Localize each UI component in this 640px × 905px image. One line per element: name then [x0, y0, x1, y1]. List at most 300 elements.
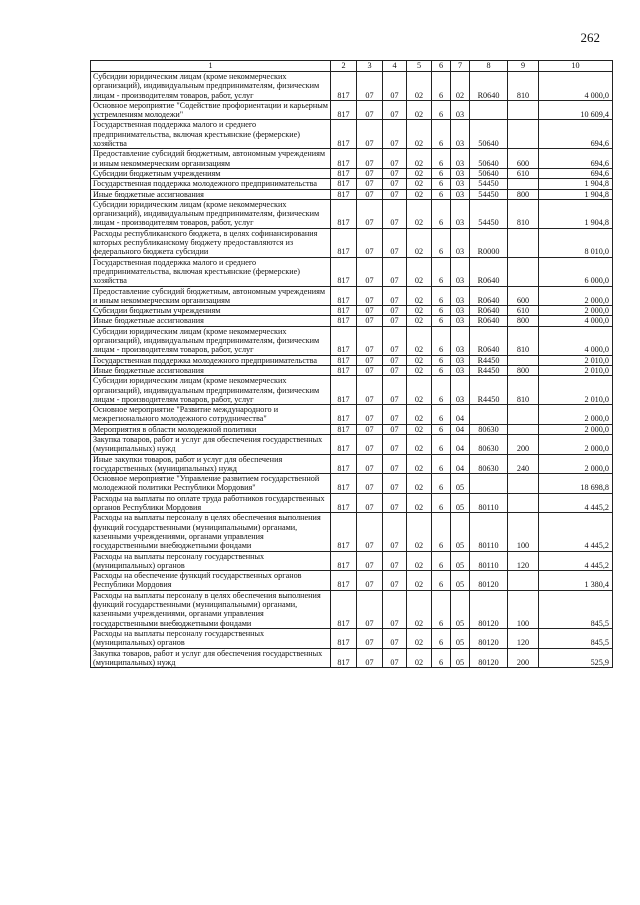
cell-amount: 694,6	[539, 120, 613, 149]
cell-direction-code: R0640	[470, 257, 508, 286]
cell-admin-code: 817	[331, 590, 357, 628]
cell-amount: 694,6	[539, 168, 613, 178]
cell-event-code: 03	[451, 199, 470, 228]
cell-expense-type-code: 810	[508, 376, 539, 405]
cell-direction-code: R0640	[470, 326, 508, 355]
cell-subprogram-code: 6	[432, 590, 451, 628]
cell-admin-code: 817	[331, 199, 357, 228]
cell-admin-code: 817	[331, 326, 357, 355]
cell-amount: 4 000,0	[539, 326, 613, 355]
cell-amount: 2 000,0	[539, 434, 613, 454]
cell-subprogram-code: 6	[432, 199, 451, 228]
cell-program-code: 02	[407, 434, 432, 454]
cell-row-name: Расходы на обеспечение функций государственных органов Республики Мордовия	[91, 571, 331, 591]
cell-subprogram-code: 6	[432, 454, 451, 474]
cell-admin-code: 817	[331, 120, 357, 149]
cell-program-code: 02	[407, 424, 432, 434]
cell-section-code: 07	[357, 513, 383, 551]
cell-section-code: 07	[357, 286, 383, 306]
cell-subprogram-code: 6	[432, 551, 451, 571]
cell-expense-type-code: 600	[508, 149, 539, 169]
cell-subsection-code: 07	[383, 493, 407, 513]
cell-event-code: 05	[451, 628, 470, 648]
cell-event-code: 05	[451, 551, 470, 571]
cell-section-code: 07	[357, 424, 383, 434]
cell-row-name: Предоставление субсидий бюджетным, автономным учреждениям и иным некоммерческим организациям	[91, 149, 331, 169]
table-row	[91, 513, 613, 551]
cell-expense-type-code: 810	[508, 326, 539, 355]
cell-event-code: 03	[451, 179, 470, 189]
cell-amount: 2 010,0	[539, 355, 613, 365]
cell-direction-code: 50640	[470, 149, 508, 169]
cell-row-name: Субсидии бюджетным учреждениям	[91, 168, 331, 178]
cell-subsection-code: 07	[383, 72, 407, 101]
cell-direction-code: R0640	[470, 306, 508, 316]
cell-subsection-code: 07	[383, 149, 407, 169]
cell-section-code: 07	[357, 590, 383, 628]
cell-direction-code	[470, 474, 508, 494]
cell-section-code: 07	[357, 257, 383, 286]
cell-direction-code: 80120	[470, 648, 508, 668]
cell-subsection-code: 07	[383, 551, 407, 571]
cell-row-name: Субсидии бюджетным учреждениям	[91, 306, 331, 316]
cell-row-name: Государственная поддержка малого и среднего предпринимательства, включая крестьянские (фермерские) хозяйства	[91, 120, 331, 149]
cell-subsection-code: 07	[383, 326, 407, 355]
cell-row-name: Закупка товаров, работ и услуг для обеспечения государственных (муниципальных) нужд	[91, 434, 331, 454]
cell-admin-code: 817	[331, 628, 357, 648]
cell-expense-type-code	[508, 355, 539, 365]
cell-subsection-code: 07	[383, 316, 407, 326]
cell-admin-code: 817	[331, 228, 357, 257]
cell-event-code: 05	[451, 648, 470, 668]
cell-subprogram-code: 6	[432, 474, 451, 494]
table-row	[91, 493, 613, 513]
cell-program-code: 02	[407, 199, 432, 228]
cell-program-code: 02	[407, 189, 432, 199]
cell-expense-type-code	[508, 228, 539, 257]
cell-subprogram-code: 6	[432, 326, 451, 355]
cell-section-code: 07	[357, 474, 383, 494]
cell-subprogram-code: 6	[432, 513, 451, 551]
table-row	[91, 306, 613, 316]
cell-expense-type-code: 800	[508, 365, 539, 375]
cell-subprogram-code: 6	[432, 424, 451, 434]
cell-subsection-code: 07	[383, 168, 407, 178]
cell-subprogram-code: 6	[432, 189, 451, 199]
table-row	[91, 257, 613, 286]
table-header-row	[91, 61, 613, 72]
cell-program-code: 02	[407, 168, 432, 178]
table-row	[91, 326, 613, 355]
cell-subprogram-code: 6	[432, 306, 451, 316]
cell-section-code: 07	[357, 168, 383, 178]
cell-row-name: Основное мероприятие "Развитие международного и межрегионального молодежного сотрудничества"	[91, 405, 331, 425]
cell-program-code: 02	[407, 648, 432, 668]
cell-direction-code: 50640	[470, 120, 508, 149]
table-row	[91, 179, 613, 189]
table-row	[91, 168, 613, 178]
cell-program-code: 02	[407, 286, 432, 306]
cell-subsection-code: 07	[383, 628, 407, 648]
cell-admin-code: 817	[331, 493, 357, 513]
cell-subsection-code: 07	[383, 648, 407, 668]
cell-section-code: 07	[357, 405, 383, 425]
cell-event-code: 03	[451, 376, 470, 405]
cell-admin-code: 817	[331, 355, 357, 365]
cell-section-code: 07	[357, 355, 383, 365]
cell-subsection-code: 07	[383, 590, 407, 628]
cell-row-name: Расходы на выплаты по оплате труда работников государственных органов Республики Мордовия	[91, 493, 331, 513]
cell-expense-type-code: 810	[508, 199, 539, 228]
column-header: 6	[432, 61, 451, 72]
cell-direction-code	[470, 100, 508, 120]
cell-subprogram-code: 6	[432, 493, 451, 513]
cell-subprogram-code: 6	[432, 648, 451, 668]
cell-event-code: 03	[451, 326, 470, 355]
cell-direction-code: 80120	[470, 590, 508, 628]
cell-direction-code	[470, 405, 508, 425]
cell-program-code: 02	[407, 120, 432, 149]
cell-subsection-code: 07	[383, 513, 407, 551]
cell-program-code: 02	[407, 628, 432, 648]
cell-admin-code: 817	[331, 365, 357, 375]
cell-direction-code: 80120	[470, 571, 508, 591]
cell-amount: 1 904,8	[539, 189, 613, 199]
cell-subprogram-code: 6	[432, 286, 451, 306]
cell-subprogram-code: 6	[432, 355, 451, 365]
cell-event-code: 05	[451, 590, 470, 628]
cell-program-code: 02	[407, 513, 432, 551]
cell-program-code: 02	[407, 590, 432, 628]
cell-event-code: 03	[451, 149, 470, 169]
cell-event-code: 03	[451, 365, 470, 375]
cell-program-code: 02	[407, 257, 432, 286]
cell-subsection-code: 07	[383, 376, 407, 405]
cell-row-name: Государственная поддержка малого и среднего предпринимательства, включая крестьянские (фермерские) хозяйства	[91, 257, 331, 286]
cell-event-code: 04	[451, 454, 470, 474]
cell-section-code: 07	[357, 199, 383, 228]
cell-admin-code: 817	[331, 474, 357, 494]
cell-amount: 1 904,8	[539, 179, 613, 189]
cell-program-code: 02	[407, 306, 432, 316]
cell-direction-code: R0640	[470, 72, 508, 101]
column-header: 10	[539, 61, 613, 72]
cell-subprogram-code: 6	[432, 316, 451, 326]
cell-admin-code: 817	[331, 168, 357, 178]
table-row	[91, 228, 613, 257]
cell-admin-code: 817	[331, 72, 357, 101]
cell-program-code: 02	[407, 316, 432, 326]
cell-direction-code: 80630	[470, 434, 508, 454]
cell-direction-code: R4450	[470, 376, 508, 405]
cell-admin-code: 817	[331, 179, 357, 189]
cell-expense-type-code: 200	[508, 648, 539, 668]
cell-program-code: 02	[407, 571, 432, 591]
table-row	[91, 365, 613, 375]
cell-amount: 525,9	[539, 648, 613, 668]
cell-event-code: 03	[451, 306, 470, 316]
cell-direction-code: 80120	[470, 628, 508, 648]
cell-admin-code: 817	[331, 424, 357, 434]
cell-subprogram-code: 6	[432, 149, 451, 169]
cell-direction-code: R4450	[470, 355, 508, 365]
cell-expense-type-code	[508, 571, 539, 591]
cell-subprogram-code: 6	[432, 257, 451, 286]
cell-event-code: 03	[451, 168, 470, 178]
cell-amount: 1 904,8	[539, 199, 613, 228]
cell-program-code: 02	[407, 100, 432, 120]
cell-event-code: 03	[451, 355, 470, 365]
cell-expense-type-code	[508, 405, 539, 425]
cell-row-name: Расходы на выплаты персоналу государственных (муниципальных) органов	[91, 628, 331, 648]
table-row	[91, 424, 613, 434]
cell-section-code: 07	[357, 189, 383, 199]
cell-event-code: 03	[451, 100, 470, 120]
cell-admin-code: 817	[331, 551, 357, 571]
cell-amount: 6 000,0	[539, 257, 613, 286]
cell-expense-type-code	[508, 493, 539, 513]
cell-amount: 10 609,4	[539, 100, 613, 120]
cell-program-code: 02	[407, 179, 432, 189]
cell-subprogram-code: 6	[432, 571, 451, 591]
cell-program-code: 02	[407, 405, 432, 425]
cell-expense-type-code: 610	[508, 168, 539, 178]
table-row	[91, 551, 613, 571]
table-row	[91, 454, 613, 474]
cell-expense-type-code: 120	[508, 628, 539, 648]
cell-event-code: 04	[451, 405, 470, 425]
table-row	[91, 628, 613, 648]
cell-expense-type-code	[508, 474, 539, 494]
cell-amount: 18 698,8	[539, 474, 613, 494]
cell-subsection-code: 07	[383, 355, 407, 365]
cell-direction-code: R0640	[470, 286, 508, 306]
cell-subsection-code: 07	[383, 189, 407, 199]
cell-direction-code: 80110	[470, 493, 508, 513]
cell-subsection-code: 07	[383, 179, 407, 189]
cell-subsection-code: 07	[383, 571, 407, 591]
budget-table	[90, 60, 613, 668]
cell-section-code: 07	[357, 551, 383, 571]
cell-subsection-code: 07	[383, 424, 407, 434]
cell-direction-code: 80110	[470, 551, 508, 571]
cell-direction-code: 54450	[470, 189, 508, 199]
cell-program-code: 02	[407, 474, 432, 494]
cell-row-name: Предоставление субсидий бюджетным, автономным учреждениям и иным некоммерческим организациям	[91, 286, 331, 306]
cell-amount: 2 000,0	[539, 306, 613, 316]
cell-section-code: 07	[357, 72, 383, 101]
table-row	[91, 590, 613, 628]
table-row	[91, 355, 613, 365]
table-row	[91, 286, 613, 306]
cell-direction-code: 80110	[470, 513, 508, 551]
cell-expense-type-code: 810	[508, 72, 539, 101]
cell-row-name: Государственная поддержка молодежного предпринимательства	[91, 355, 331, 365]
cell-expense-type-code: 600	[508, 286, 539, 306]
cell-row-name: Основное мероприятие "Содействие профориентации и карьерным устремлениям молодежи"	[91, 100, 331, 120]
cell-section-code: 07	[357, 316, 383, 326]
cell-event-code: 03	[451, 228, 470, 257]
cell-subsection-code: 07	[383, 228, 407, 257]
cell-event-code: 05	[451, 474, 470, 494]
cell-section-code: 07	[357, 376, 383, 405]
cell-subsection-code: 07	[383, 454, 407, 474]
cell-section-code: 07	[357, 149, 383, 169]
cell-subprogram-code: 6	[432, 228, 451, 257]
cell-subsection-code: 07	[383, 286, 407, 306]
cell-amount: 4 445,2	[539, 551, 613, 571]
cell-expense-type-code: 610	[508, 306, 539, 316]
column-header: 9	[508, 61, 539, 72]
cell-subsection-code: 07	[383, 474, 407, 494]
cell-admin-code: 817	[331, 454, 357, 474]
cell-admin-code: 817	[331, 648, 357, 668]
cell-amount: 2 000,0	[539, 405, 613, 425]
cell-program-code: 02	[407, 551, 432, 571]
cell-admin-code: 817	[331, 100, 357, 120]
cell-row-name: Расходы на выплаты персоналу в целях обеспечения выполнения функций государственными (муниципальными) органами, казенными учреждениями, органами управления государственными внебюджетными фондами	[91, 590, 331, 628]
cell-row-name: Субсидии юридическим лицам (кроме некоммерческих организаций), индивидуальным предпринимателям, физическим лицам - производителям товаров, работ, услуг	[91, 376, 331, 405]
cell-expense-type-code: 120	[508, 551, 539, 571]
cell-event-code: 03	[451, 257, 470, 286]
table-row	[91, 434, 613, 454]
column-header: 7	[451, 61, 470, 72]
cell-subsection-code: 07	[383, 257, 407, 286]
cell-expense-type-code: 200	[508, 434, 539, 454]
cell-event-code: 05	[451, 513, 470, 551]
cell-amount: 694,6	[539, 149, 613, 169]
cell-subprogram-code: 6	[432, 72, 451, 101]
cell-amount: 2 000,0	[539, 454, 613, 474]
cell-admin-code: 817	[331, 434, 357, 454]
cell-event-code: 05	[451, 493, 470, 513]
cell-amount: 4 445,2	[539, 513, 613, 551]
cell-program-code: 02	[407, 355, 432, 365]
cell-row-name: Мероприятия в области молодежной политики	[91, 424, 331, 434]
cell-admin-code: 817	[331, 149, 357, 169]
cell-section-code: 07	[357, 365, 383, 375]
cell-subsection-code: 07	[383, 434, 407, 454]
cell-amount: 845,5	[539, 590, 613, 628]
cell-subsection-code: 07	[383, 405, 407, 425]
cell-subprogram-code: 6	[432, 434, 451, 454]
cell-admin-code: 817	[331, 316, 357, 326]
table-row	[91, 474, 613, 494]
cell-expense-type-code: 800	[508, 189, 539, 199]
cell-expense-type-code: 800	[508, 316, 539, 326]
cell-expense-type-code: 100	[508, 513, 539, 551]
cell-subprogram-code: 6	[432, 628, 451, 648]
cell-program-code: 02	[407, 454, 432, 474]
cell-subsection-code: 07	[383, 306, 407, 316]
cell-subprogram-code: 6	[432, 100, 451, 120]
cell-direction-code: 54450	[470, 199, 508, 228]
table-row	[91, 316, 613, 326]
cell-expense-type-code	[508, 120, 539, 149]
cell-subprogram-code: 6	[432, 405, 451, 425]
cell-row-name: Иные бюджетные ассигнования	[91, 365, 331, 375]
cell-row-name: Закупка товаров, работ и услуг для обеспечения государственных (муниципальных) нужд	[91, 648, 331, 668]
cell-subsection-code: 07	[383, 199, 407, 228]
cell-program-code: 02	[407, 326, 432, 355]
cell-program-code: 02	[407, 365, 432, 375]
cell-subprogram-code: 6	[432, 365, 451, 375]
table-row	[91, 648, 613, 668]
cell-event-code: 03	[451, 316, 470, 326]
cell-event-code: 02	[451, 72, 470, 101]
cell-amount: 4 000,0	[539, 316, 613, 326]
cell-amount: 4 000,0	[539, 72, 613, 101]
table-row	[91, 571, 613, 591]
page-number: 262	[580, 30, 600, 45]
cell-section-code: 07	[357, 120, 383, 149]
cell-admin-code: 817	[331, 189, 357, 199]
cell-expense-type-code	[508, 100, 539, 120]
cell-subsection-code: 07	[383, 365, 407, 375]
cell-row-name: Расходы республиканского бюджета, в целях софинансирования которых республиканскому бюджету предоставляются из федерального бюджета субсидии	[91, 228, 331, 257]
cell-admin-code: 817	[331, 286, 357, 306]
cell-subprogram-code: 6	[432, 168, 451, 178]
cell-amount: 2 000,0	[539, 424, 613, 434]
table-row	[91, 149, 613, 169]
cell-amount: 2 000,0	[539, 286, 613, 306]
cell-row-name: Государственная поддержка молодежного предпринимательства	[91, 179, 331, 189]
cell-direction-code: R0000	[470, 228, 508, 257]
cell-amount: 1 380,4	[539, 571, 613, 591]
cell-event-code: 04	[451, 434, 470, 454]
cell-expense-type-code: 240	[508, 454, 539, 474]
table-body	[91, 72, 613, 668]
cell-row-name: Иные бюджетные ассигнования	[91, 316, 331, 326]
cell-admin-code: 817	[331, 376, 357, 405]
cell-program-code: 02	[407, 376, 432, 405]
cell-section-code: 07	[357, 179, 383, 189]
table-row	[91, 100, 613, 120]
column-header: 8	[470, 61, 508, 72]
cell-section-code: 07	[357, 454, 383, 474]
table-row	[91, 72, 613, 101]
cell-section-code: 07	[357, 306, 383, 316]
cell-section-code: 07	[357, 228, 383, 257]
cell-program-code: 02	[407, 149, 432, 169]
cell-row-name: Основное мероприятие "Управление развитием государственной молодежной политики Республики Мордовия"	[91, 474, 331, 494]
cell-section-code: 07	[357, 434, 383, 454]
cell-event-code: 04	[451, 424, 470, 434]
cell-row-name: Расходы на выплаты персоналу государственных (муниципальных) органов	[91, 551, 331, 571]
cell-amount: 4 445,2	[539, 493, 613, 513]
cell-row-name: Иные закупки товаров, работ и услуг для обеспечения государственных (муниципальных) нужд	[91, 454, 331, 474]
cell-subsection-code: 07	[383, 100, 407, 120]
column-header: 4	[383, 61, 407, 72]
cell-admin-code: 817	[331, 513, 357, 551]
cell-section-code: 07	[357, 326, 383, 355]
cell-direction-code: 80630	[470, 454, 508, 474]
cell-section-code: 07	[357, 493, 383, 513]
cell-amount: 2 010,0	[539, 376, 613, 405]
cell-section-code: 07	[357, 648, 383, 668]
cell-expense-type-code	[508, 179, 539, 189]
cell-section-code: 07	[357, 571, 383, 591]
cell-amount: 2 010,0	[539, 365, 613, 375]
cell-admin-code: 817	[331, 306, 357, 316]
cell-amount: 845,5	[539, 628, 613, 648]
cell-subprogram-code: 6	[432, 179, 451, 189]
cell-expense-type-code	[508, 424, 539, 434]
table-row	[91, 376, 613, 405]
table-row	[91, 120, 613, 149]
cell-amount: 8 010,0	[539, 228, 613, 257]
cell-program-code: 02	[407, 72, 432, 101]
